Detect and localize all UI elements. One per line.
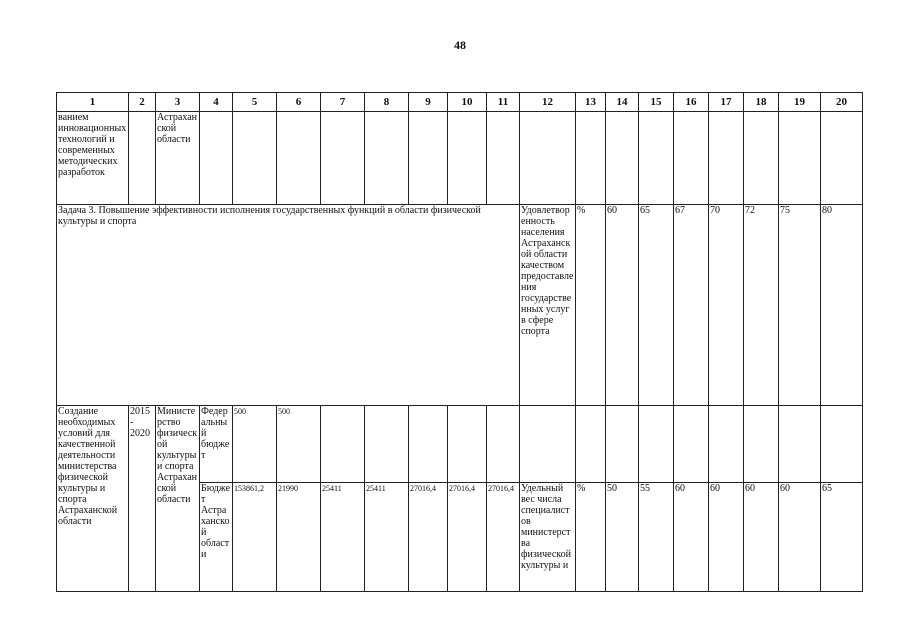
column-number: 3 — [156, 93, 200, 112]
column-number: 6 — [277, 93, 321, 112]
column-number: 1 — [57, 93, 129, 112]
program-table — [56, 92, 863, 592]
amount-cell: 27016,4 — [487, 483, 520, 592]
value-cell: 65 — [639, 205, 674, 406]
column-number: 8 — [365, 93, 409, 112]
empty-cell — [277, 112, 321, 205]
column-number: 20 — [821, 93, 863, 112]
empty-cell — [744, 406, 779, 483]
amount-cell: 153861,2 — [233, 483, 277, 592]
value-cell: 65 — [821, 483, 863, 592]
page-number: 48 — [454, 38, 466, 52]
column-number: 17 — [709, 93, 744, 112]
value-cell: 60 — [709, 483, 744, 592]
amount-cell: 27016,4 — [448, 483, 487, 592]
column-number: 10 — [448, 93, 487, 112]
amount-cell: 21990 — [277, 483, 321, 592]
empty-cell — [448, 406, 487, 483]
empty-cell — [779, 406, 821, 483]
empty-cell — [487, 112, 520, 205]
funding-source-cell: Бюджет Астраханской области — [200, 483, 233, 592]
empty-cell — [821, 406, 863, 483]
period-cell: 2015 - 2020 — [129, 406, 156, 592]
empty-cell — [520, 406, 576, 483]
column-number: 7 — [321, 93, 365, 112]
amount-cell: 25411 — [365, 483, 409, 592]
value-cell: 60 — [606, 205, 639, 406]
empty-cell — [639, 406, 674, 483]
amount-cell: 500 — [277, 406, 321, 483]
unit-cell: % — [576, 483, 606, 592]
empty-cell — [520, 112, 576, 205]
value-cell: 72 — [744, 205, 779, 406]
table-header-row — [57, 93, 863, 112]
column-number: 16 — [674, 93, 709, 112]
empty-cell — [779, 112, 821, 205]
empty-cell — [321, 406, 365, 483]
empty-cell — [709, 112, 744, 205]
executor-cell: Министерство физической культуры и спорта Астраханской области — [156, 406, 200, 592]
column-number: 9 — [409, 93, 448, 112]
activity-cell: ванием инновационных технологий и современных методических разработок — [57, 112, 129, 205]
column-number: 2 — [129, 93, 156, 112]
empty-cell — [233, 112, 277, 205]
column-number: 5 — [233, 93, 277, 112]
column-number: 18 — [744, 93, 779, 112]
empty-cell — [487, 406, 520, 483]
empty-cell — [821, 112, 863, 205]
empty-cell — [576, 112, 606, 205]
task-heading: Задача 3. Повышение эффективности исполнения государственных функций в области физической культуры и спорта — [57, 205, 520, 406]
column-number: 13 — [576, 93, 606, 112]
table-row — [57, 205, 863, 406]
empty-cell — [200, 112, 233, 205]
column-number: 12 — [520, 93, 576, 112]
column-number: 4 — [200, 93, 233, 112]
column-number: 19 — [779, 93, 821, 112]
empty-cell — [606, 112, 639, 205]
empty-cell — [409, 112, 448, 205]
value-cell: 60 — [779, 483, 821, 592]
value-cell: 50 — [606, 483, 639, 592]
empty-cell — [448, 112, 487, 205]
empty-cell — [365, 406, 409, 483]
column-number: 15 — [639, 93, 674, 112]
value-cell: 75 — [779, 205, 821, 406]
empty-cell — [674, 112, 709, 205]
amount-cell: 500 — [233, 406, 277, 483]
indicator-cell: Удельный вес числа специалистов министерства физической культуры и — [520, 483, 576, 592]
empty-cell — [576, 406, 606, 483]
column-number: 14 — [606, 93, 639, 112]
indicator-cell: Удовлетворенность населения Астраханской области качеством предоставления государственных услуг в сфере спорта — [520, 205, 576, 406]
value-cell: 67 — [674, 205, 709, 406]
value-cell: 55 — [639, 483, 674, 592]
column-number: 11 — [487, 93, 520, 112]
empty-cell — [674, 406, 709, 483]
empty-cell — [709, 406, 744, 483]
executor-cell: Астраханской области — [156, 112, 200, 205]
value-cell: 60 — [674, 483, 709, 592]
table-row — [57, 406, 863, 483]
activity-cell: Создание необходимых условий для качественной деятельности министерства физической культуры и спорта Астраханской области — [57, 406, 129, 592]
empty-cell — [639, 112, 674, 205]
funding-source-cell: Федеральный бюджет — [200, 406, 233, 483]
amount-cell: 25411 — [321, 483, 365, 592]
empty-cell — [744, 112, 779, 205]
value-cell: 70 — [709, 205, 744, 406]
value-cell: 60 — [744, 483, 779, 592]
amount-cell: 27016,4 — [409, 483, 448, 592]
empty-cell — [365, 112, 409, 205]
empty-cell — [129, 112, 156, 205]
empty-cell — [321, 112, 365, 205]
unit-cell: % — [576, 205, 606, 406]
empty-cell — [409, 406, 448, 483]
value-cell: 80 — [821, 205, 863, 406]
empty-cell — [606, 406, 639, 483]
table-row — [57, 112, 863, 205]
